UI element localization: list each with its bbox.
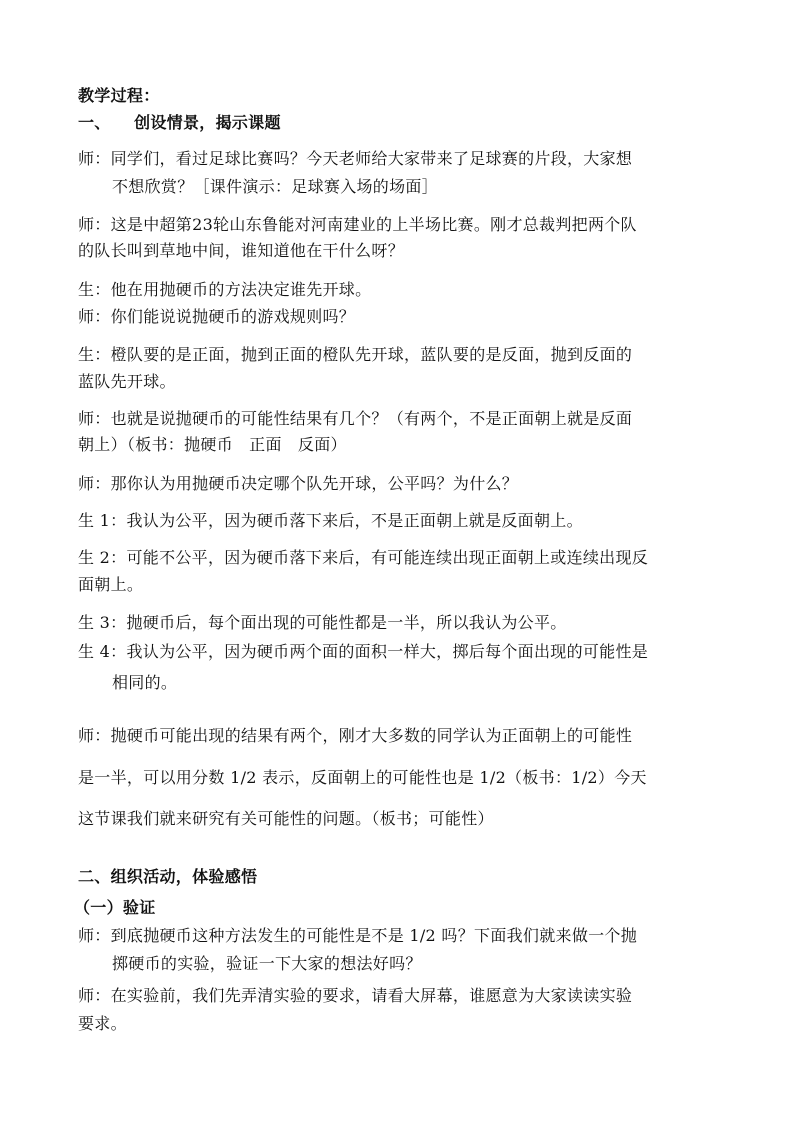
paragraph-12-line-3: 这节课我们就来研究有关可能性的问题。（板书；可能性） <box>78 809 494 828</box>
subsection1-heading: （一）验证 <box>74 898 156 917</box>
paragraph-3: 生：他在用抛硬币的方法决定谁先开球。 <box>78 280 372 299</box>
paragraph-14-line-2: 要求。 <box>78 1014 127 1033</box>
section1-heading: 一、 创设情景，揭示课题 <box>78 113 281 132</box>
doc-title: 教学过程： <box>78 86 160 105</box>
paragraph-6-line-2: 朝上）（板书：抛硬币 正面 反面） <box>78 435 347 454</box>
paragraph-12-line-1: 师：抛硬币可能出现的结果有两个，刚才大多数的同学认为正面朝上的可能性 <box>78 726 633 745</box>
paragraph-5-line-1: 生：橙队要的是正面，抛到正面的橙队先开球，蓝队要的是反面，抛到反面的 <box>78 345 633 364</box>
paragraph-9-line-1: 生 2：可能不公平，因为硬币落下来后，有可能连续出现正面朝上或连续出现反 <box>78 548 649 567</box>
paragraph-6-line-1: 师：也就是说抛硬币的可能性结果有几个？（有两个，不是正面朝上就是反面 <box>78 409 633 428</box>
paragraph-1-line-1: 师：同学们，看过足球比赛吗？今天老师给大家带来了足球赛的片段，大家想 <box>78 149 633 168</box>
paragraph-9-line-2: 面朝上。 <box>78 575 144 594</box>
paragraph-2-line-1: 师：这是中超第23轮山东鲁能对河南建业的上半场比赛。刚才总裁判把两个队 <box>78 215 637 234</box>
paragraph-10: 生 3：抛硬币后，每个面出现的可能性都是一半，所以我认为公平。 <box>78 613 567 632</box>
paragraph-2-line-2: 的队长叫到草地中间，谁知道他在干什么呀？ <box>78 241 405 260</box>
section2-heading: 二、组织活动，体验感悟 <box>78 867 258 886</box>
paragraph-11-line-2: 相同的。 <box>112 673 178 692</box>
paragraph-11-line-1: 生 4：我认为公平，因为硬币两个面的面积一样大，掷后每个面出现的可能性是 <box>78 642 649 661</box>
paragraph-4: 师：你们能说说抛硬币的游戏规则吗？ <box>78 307 356 326</box>
paragraph-7: 师：那你认为用抛硬币决定哪个队先开球，公平吗？为什么？ <box>78 474 519 493</box>
paragraph-12-line-2: 是一半，可以用分数 1/2 表示，反面朝上的可能性也是 1/2（板书：1/2）今天 <box>78 768 647 787</box>
paragraph-13-line-2: 掷硬币的实验，验证一下大家的想法好吗？ <box>112 954 422 973</box>
paragraph-13-line-1: 师：到底抛硬币这种方法发生的可能性是不是 1/2 吗？下面我们就来做一个抛 <box>78 926 638 945</box>
paragraph-14-line-1: 师：在实验前，我们先弄清实验的要求，请看大屏幕，谁愿意为大家读读实验 <box>78 986 633 1005</box>
paragraph-1-line-2: 不想欣赏？［课件演示：足球赛入场的场面］ <box>112 177 439 196</box>
paragraph-5-line-2: 蓝队先开球。 <box>78 372 176 391</box>
paragraph-8: 生 1：我认为公平，因为硬币落下来后，不是正面朝上就是反面朝上。 <box>78 511 583 530</box>
